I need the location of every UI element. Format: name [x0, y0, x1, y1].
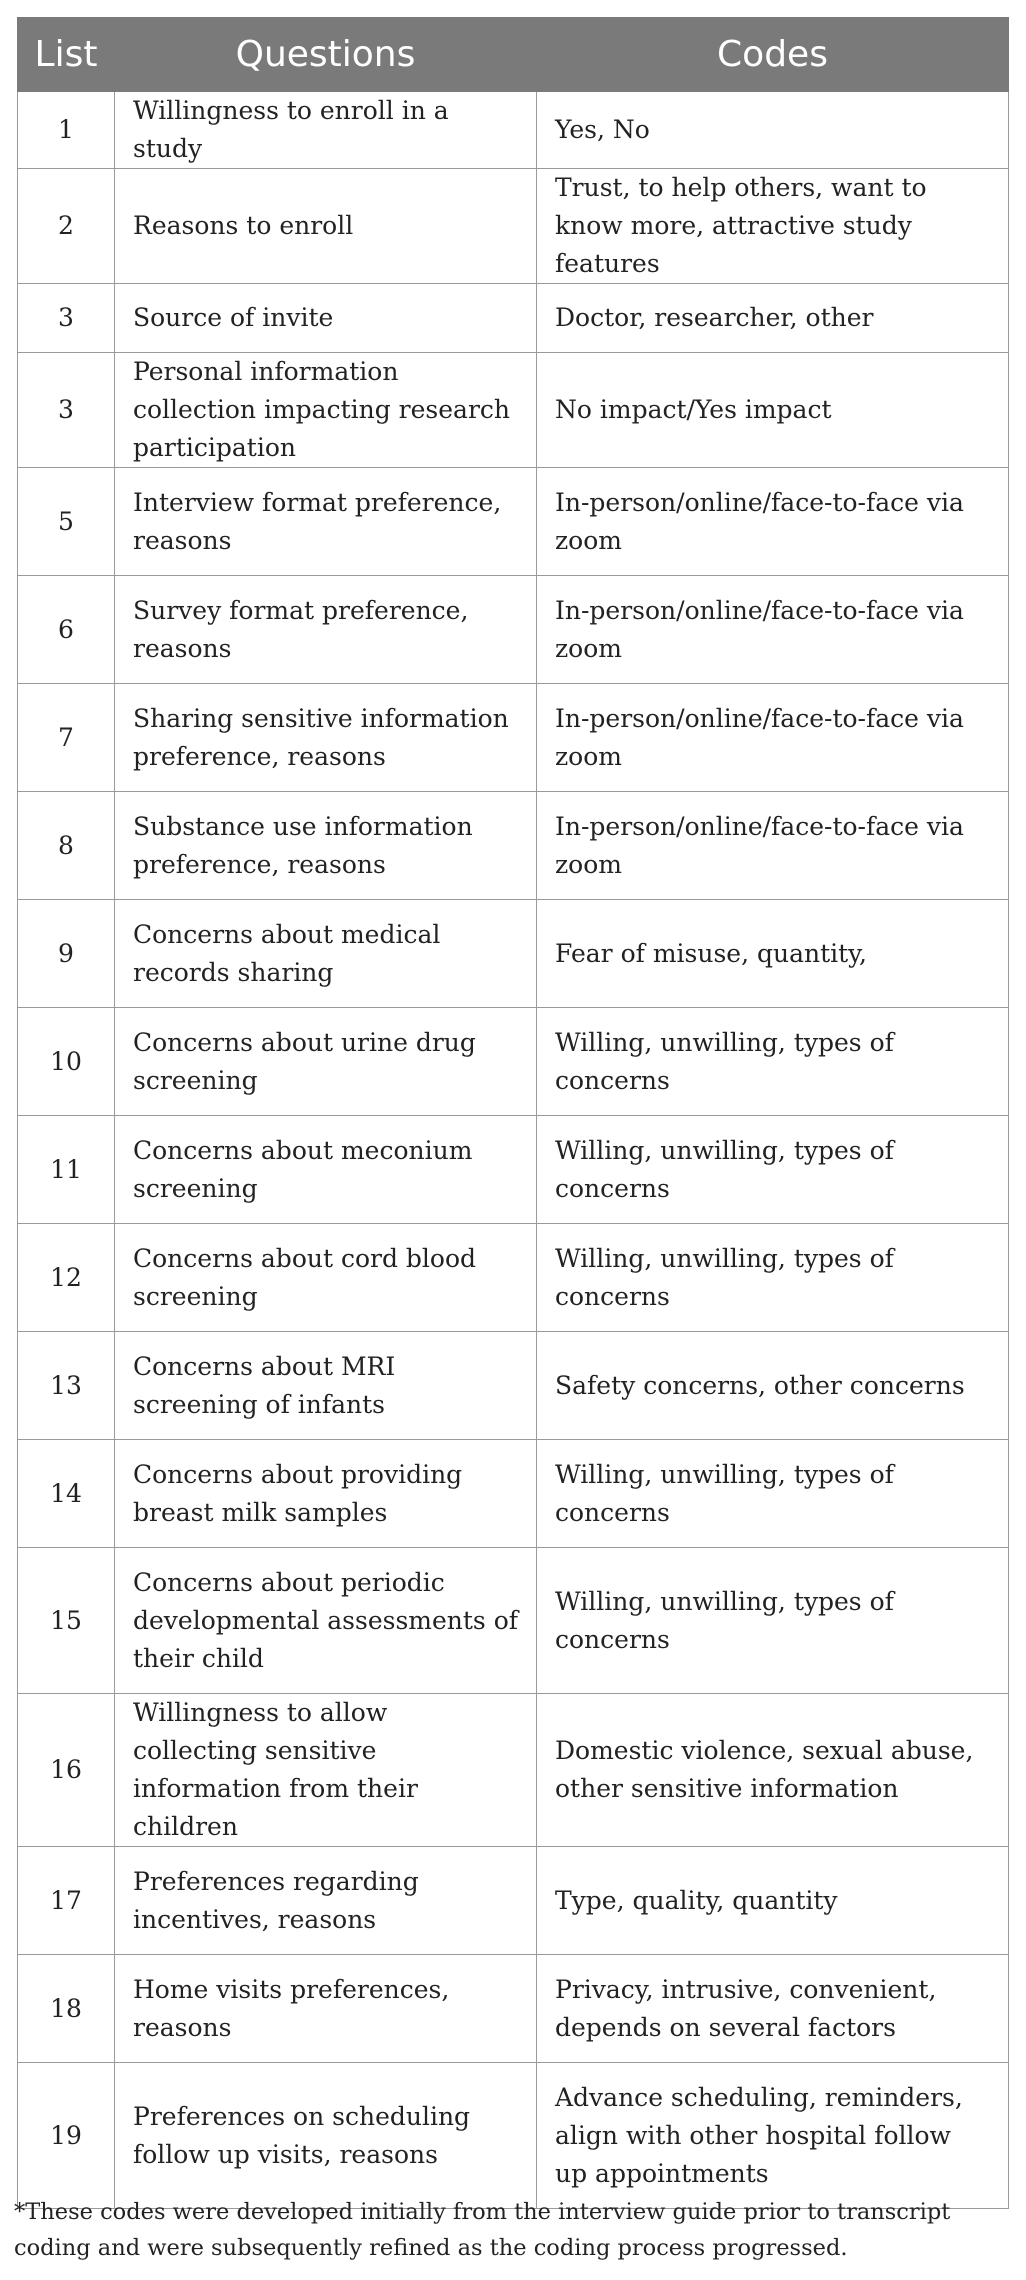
table-row [18, 92, 1009, 169]
row-question: Interview format preference, reasons [115, 468, 537, 576]
row-codes: Domestic violence, sexual abuse, other sensitive information [537, 1694, 1009, 1847]
row-codes: Fear of misuse, quantity, [537, 900, 1009, 1008]
table-row [18, 1008, 1009, 1116]
row-codes: In-person/online/face-to-face via zoom [537, 576, 1009, 684]
row-codes: Willing, unwilling, types of concerns [537, 1224, 1009, 1332]
table-row [18, 1955, 1009, 2063]
table-row [18, 284, 1009, 353]
table-row [18, 1116, 1009, 1224]
row-codes: Doctor, researcher, other [537, 284, 1009, 353]
table-row [18, 468, 1009, 576]
row-question: Concerns about medical records sharing [115, 900, 537, 1008]
codes-table [17, 17, 1009, 2209]
row-codes: Willing, unwilling, types of concerns [537, 1116, 1009, 1224]
row-list-number: 2 [18, 169, 115, 284]
row-list-number: 6 [18, 576, 115, 684]
row-codes: Trust, to help others, want to know more, attractive study features [537, 169, 1009, 284]
row-question: Source of invite [115, 284, 537, 353]
table-row [18, 576, 1009, 684]
row-question: Reasons to enroll [115, 169, 537, 284]
table-row [18, 353, 1009, 468]
row-list-number: 15 [18, 1548, 115, 1694]
row-list-number: 13 [18, 1332, 115, 1440]
table-row [18, 1694, 1009, 1847]
table-row [18, 169, 1009, 284]
row-list-number: 5 [18, 468, 115, 576]
table-row [18, 1548, 1009, 1694]
table-row [18, 1847, 1009, 1955]
row-codes: No impact/Yes impact [537, 353, 1009, 468]
row-list-number: 8 [18, 792, 115, 900]
table-row [18, 1440, 1009, 1548]
row-question: Substance use information preference, reasons [115, 792, 537, 900]
row-codes: Yes, No [537, 92, 1009, 169]
row-codes: Safety concerns, other concerns [537, 1332, 1009, 1440]
header-codes: Codes [537, 18, 1009, 92]
row-list-number: 3 [18, 353, 115, 468]
row-question: Sharing sensitive information preference, reasons [115, 684, 537, 792]
row-question: Home visits preferences, reasons [115, 1955, 537, 2063]
row-codes: In-person/online/face-to-face via zoom [537, 684, 1009, 792]
row-question: Concerns about providing breast milk samples [115, 1440, 537, 1548]
row-list-number: 17 [18, 1847, 115, 1955]
row-list-number: 1 [18, 92, 115, 169]
table-row [18, 1332, 1009, 1440]
table-footnote: *These codes were developed initially from the interview guide prior to transcript coding and were subsequently refined as the coding process progressed. [14, 2199, 951, 2261]
row-codes: Willing, unwilling, types of concerns [537, 1548, 1009, 1694]
row-question: Concerns about urine drug screening [115, 1008, 537, 1116]
table-row [18, 792, 1009, 900]
row-list-number: 10 [18, 1008, 115, 1116]
row-codes: In-person/online/face-to-face via zoom [537, 792, 1009, 900]
row-list-number: 3 [18, 284, 115, 353]
header-questions: Questions [115, 18, 537, 92]
table-row [18, 900, 1009, 1008]
row-list-number: 7 [18, 684, 115, 792]
row-list-number: 16 [18, 1694, 115, 1847]
table-row [18, 684, 1009, 792]
row-question: Willingness to allow collecting sensitive information from their children [115, 1694, 537, 1847]
row-codes: Willing, unwilling, types of concerns [537, 1440, 1009, 1548]
table-header [18, 18, 1009, 92]
row-codes: In-person/online/face-to-face via zoom [537, 468, 1009, 576]
row-codes: Privacy, intrusive, convenient, depends on several factors [537, 1955, 1009, 2063]
row-codes: Advance scheduling, reminders, align with other hospital follow up appointments [537, 2063, 1009, 2209]
table-body [18, 92, 1009, 2209]
table-row [18, 2063, 1009, 2209]
row-question: Survey format preference, reasons [115, 576, 537, 684]
header-list: List [18, 18, 115, 92]
row-list-number: 11 [18, 1116, 115, 1224]
row-question: Willingness to enroll in a study [115, 92, 537, 169]
codes-table-container [17, 17, 1008, 2209]
row-question: Concerns about cord blood screening [115, 1224, 537, 1332]
row-question: Preferences regarding incentives, reasons [115, 1847, 537, 1955]
header-row [18, 18, 1009, 92]
row-question: Concerns about MRI screening of infants [115, 1332, 537, 1440]
row-list-number: 19 [18, 2063, 115, 2209]
row-question: Personal information collection impacting research participation [115, 353, 537, 468]
table-row [18, 1224, 1009, 1332]
row-list-number: 18 [18, 1955, 115, 2063]
row-question: Concerns about meconium screening [115, 1116, 537, 1224]
row-list-number: 12 [18, 1224, 115, 1332]
row-question: Preferences on scheduling follow up visits, reasons [115, 2063, 537, 2209]
row-question: Concerns about periodic developmental assessments of their child [115, 1548, 537, 1694]
row-list-number: 9 [18, 900, 115, 1008]
row-list-number: 14 [18, 1440, 115, 1548]
row-codes: Willing, unwilling, types of concerns [537, 1008, 1009, 1116]
row-codes: Type, quality, quantity [537, 1847, 1009, 1955]
